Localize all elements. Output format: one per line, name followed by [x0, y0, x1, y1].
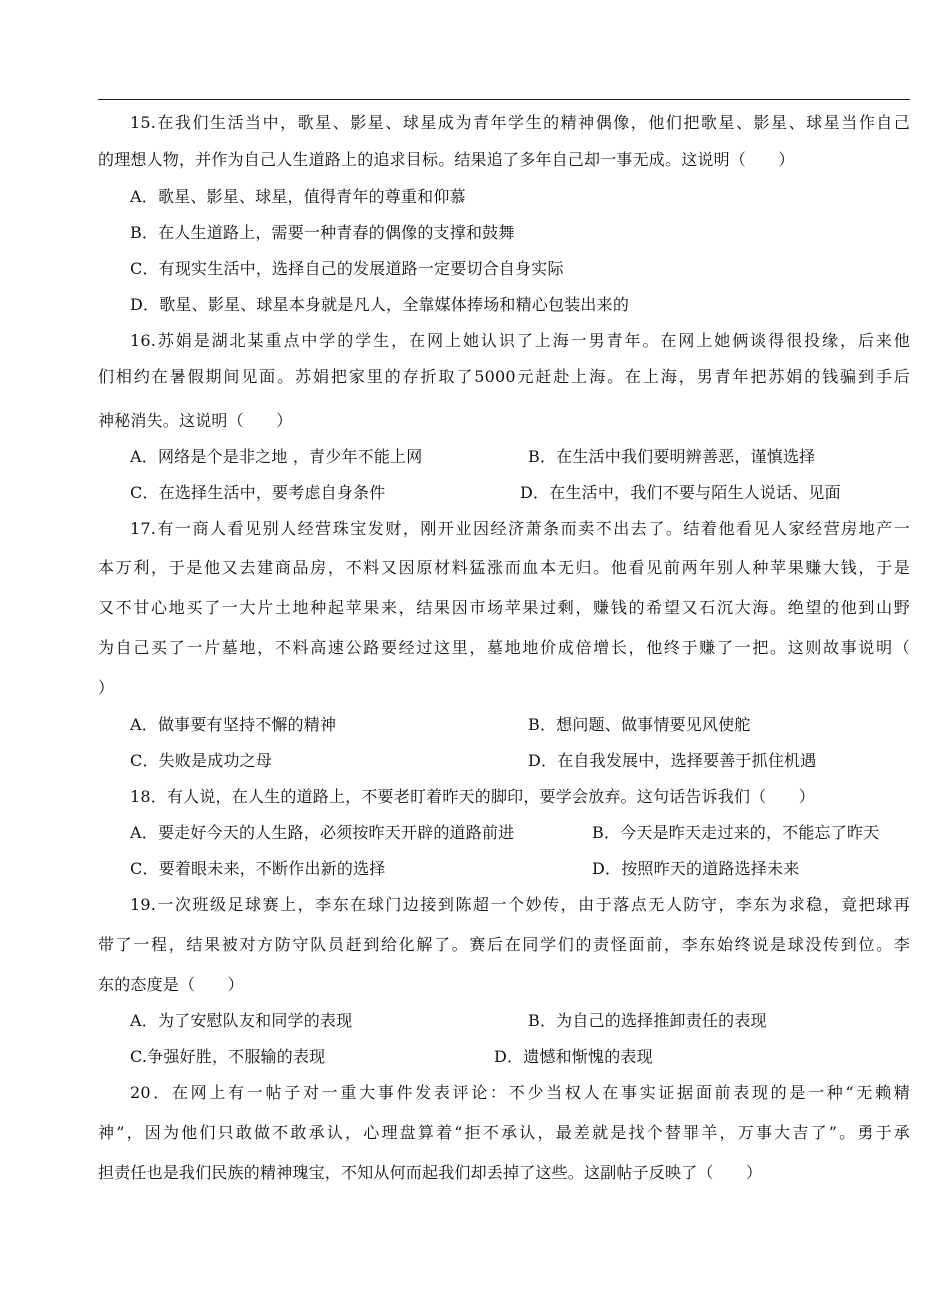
q17-stem-line-4: 为自己买了一片墓地，不料高速公路要经过这里，墓地地价成倍增长，他终于赚了一把。这则故事说明（ [98, 638, 910, 657]
q17-stem-line-5: ） [98, 678, 115, 697]
q19-option-b: B．为自己的选择推卸责任的表现 [528, 1011, 767, 1030]
q16-option-a: A．网络是个是非之地 ，青少年不能上网 [130, 447, 423, 466]
q19-option-d: D．遗憾和惭愧的表现 [494, 1047, 653, 1066]
q16-stem-line-3: 神秘消失。这说明（ ） [98, 411, 293, 430]
q15-option-a: A．歌星、影星、球星，值得青年的尊重和仰慕 [130, 187, 466, 206]
q15-option-c: C．有现实生活中，选择自己的发展道路一定要切合自身实际 [130, 259, 564, 278]
q18-stem-line-1: 18．有人说，在人生的道路上，不要老盯着昨天的脚印，要学会放弃。这句话告诉我们（ ） [130, 787, 815, 806]
q16-stem-line-1: 16.苏娟是湖北某重点中学的学生，在网上她认识了上海一男青年。在网上她俩谈得很投缘，后来他 [130, 331, 910, 350]
q17-option-d: D．在自我发展中，选择要善于抓住机遇 [528, 751, 817, 770]
q16-option-c: C．在选择生活中，要考虑自身条件 [130, 483, 386, 502]
q20-stem-line-2: 神”，因为他们只敢做不敢承认，心理盘算着“拒不承认，最差就是找个替罪羊，万事大吉了”。勇于承 [98, 1123, 910, 1142]
q15-stem-line-2: 的理想人物，并作为自己人生道路上的追求目标。结果追了多年自己却一事无成。这说明（ ） [98, 150, 795, 169]
q18-option-d: D．按照昨天的道路选择未来 [592, 859, 800, 878]
header-rule [98, 99, 910, 100]
q17-stem-line-2: 本万利，于是他又去建商品房，不料又因原材料猛涨而血本无归。他看见前两年别人种苹果赚大钱，于是 [98, 558, 910, 577]
q16-option-d: D．在生活中，我们不要与陌生人说话、见面 [520, 483, 841, 502]
q15-option-b: B．在人生道路上，需要一种青春的偶像的支撑和鼓舞 [130, 223, 515, 242]
q17-option-a: A．做事要有坚持不懈的精神 [130, 715, 337, 734]
q15-stem-line-1: 15.在我们生活当中，歌星、影星、球星成为青年学生的精神偶像，他们把歌星、影星、球星当作自己 [130, 113, 910, 132]
q19-stem-line-2: 带了一程，结果被对方防守队员赶到给化解了。赛后在同学们的责怪面前，李东始终说是球没传到位。李 [98, 935, 910, 954]
q18-option-a: A．要走好今天的人生路，必须按昨天开辟的道路前进 [130, 823, 515, 842]
q19-option-c: C.争强好胜，不服输的表现 [130, 1047, 326, 1066]
q17-stem-line-3: 又不甘心地买了一大片土地种起苹果来，结果因市场苹果过剩，赚钱的希望又石沉大海。绝望的他到山野 [98, 598, 910, 617]
q19-stem-line-1: 19.一次班级足球赛上，李东在球门边接到陈超一个妙传，由于落点无人防守，李东为求稳，竟把球再 [130, 895, 910, 914]
q15-option-d: D．歌星、影星、球星本身就是凡人，全靠媒体捧场和精心包装出来的 [130, 295, 630, 314]
q19-stem-line-3: 东的态度是（ ） [98, 975, 244, 994]
q18-option-c: C．要着眼未来，不断作出新的选择 [130, 859, 386, 878]
q18-option-b: B．今天是昨天走过来的，不能忘了昨天 [592, 823, 880, 842]
q19-option-a: A．为了安慰队友和同学的表现 [130, 1011, 353, 1030]
q17-option-c: C．失败是成功之母 [130, 751, 273, 770]
q20-stem-line-1: 20．在网上有一帖子对一重大事件发表评论：不少当权人在事实证据面前表现的是一种“无赖精 [130, 1083, 910, 1102]
q16-option-b: B．在生活中我们要明辨善恶，谨慎选择 [528, 447, 816, 466]
q17-stem-line-1: 17.有一商人看见别人经营珠宝发财，刚开业因经济萧条而卖不出去了。结着他看见人家经营房地产一 [130, 519, 910, 538]
q16-stem-line-2: 们相约在暑假期间见面。苏娟把家里的存折取了5000元赶赴上海。在上海，男青年把苏娟的钱骗到手后 [98, 367, 910, 386]
q20-stem-line-3: 担责任也是我们民族的精神瑰宝，不知从何而起我们却丢掉了这些。这副帖子反映了（ ） [98, 1163, 763, 1182]
q17-option-b: B．想问题、做事情要见风使舵 [528, 715, 751, 734]
